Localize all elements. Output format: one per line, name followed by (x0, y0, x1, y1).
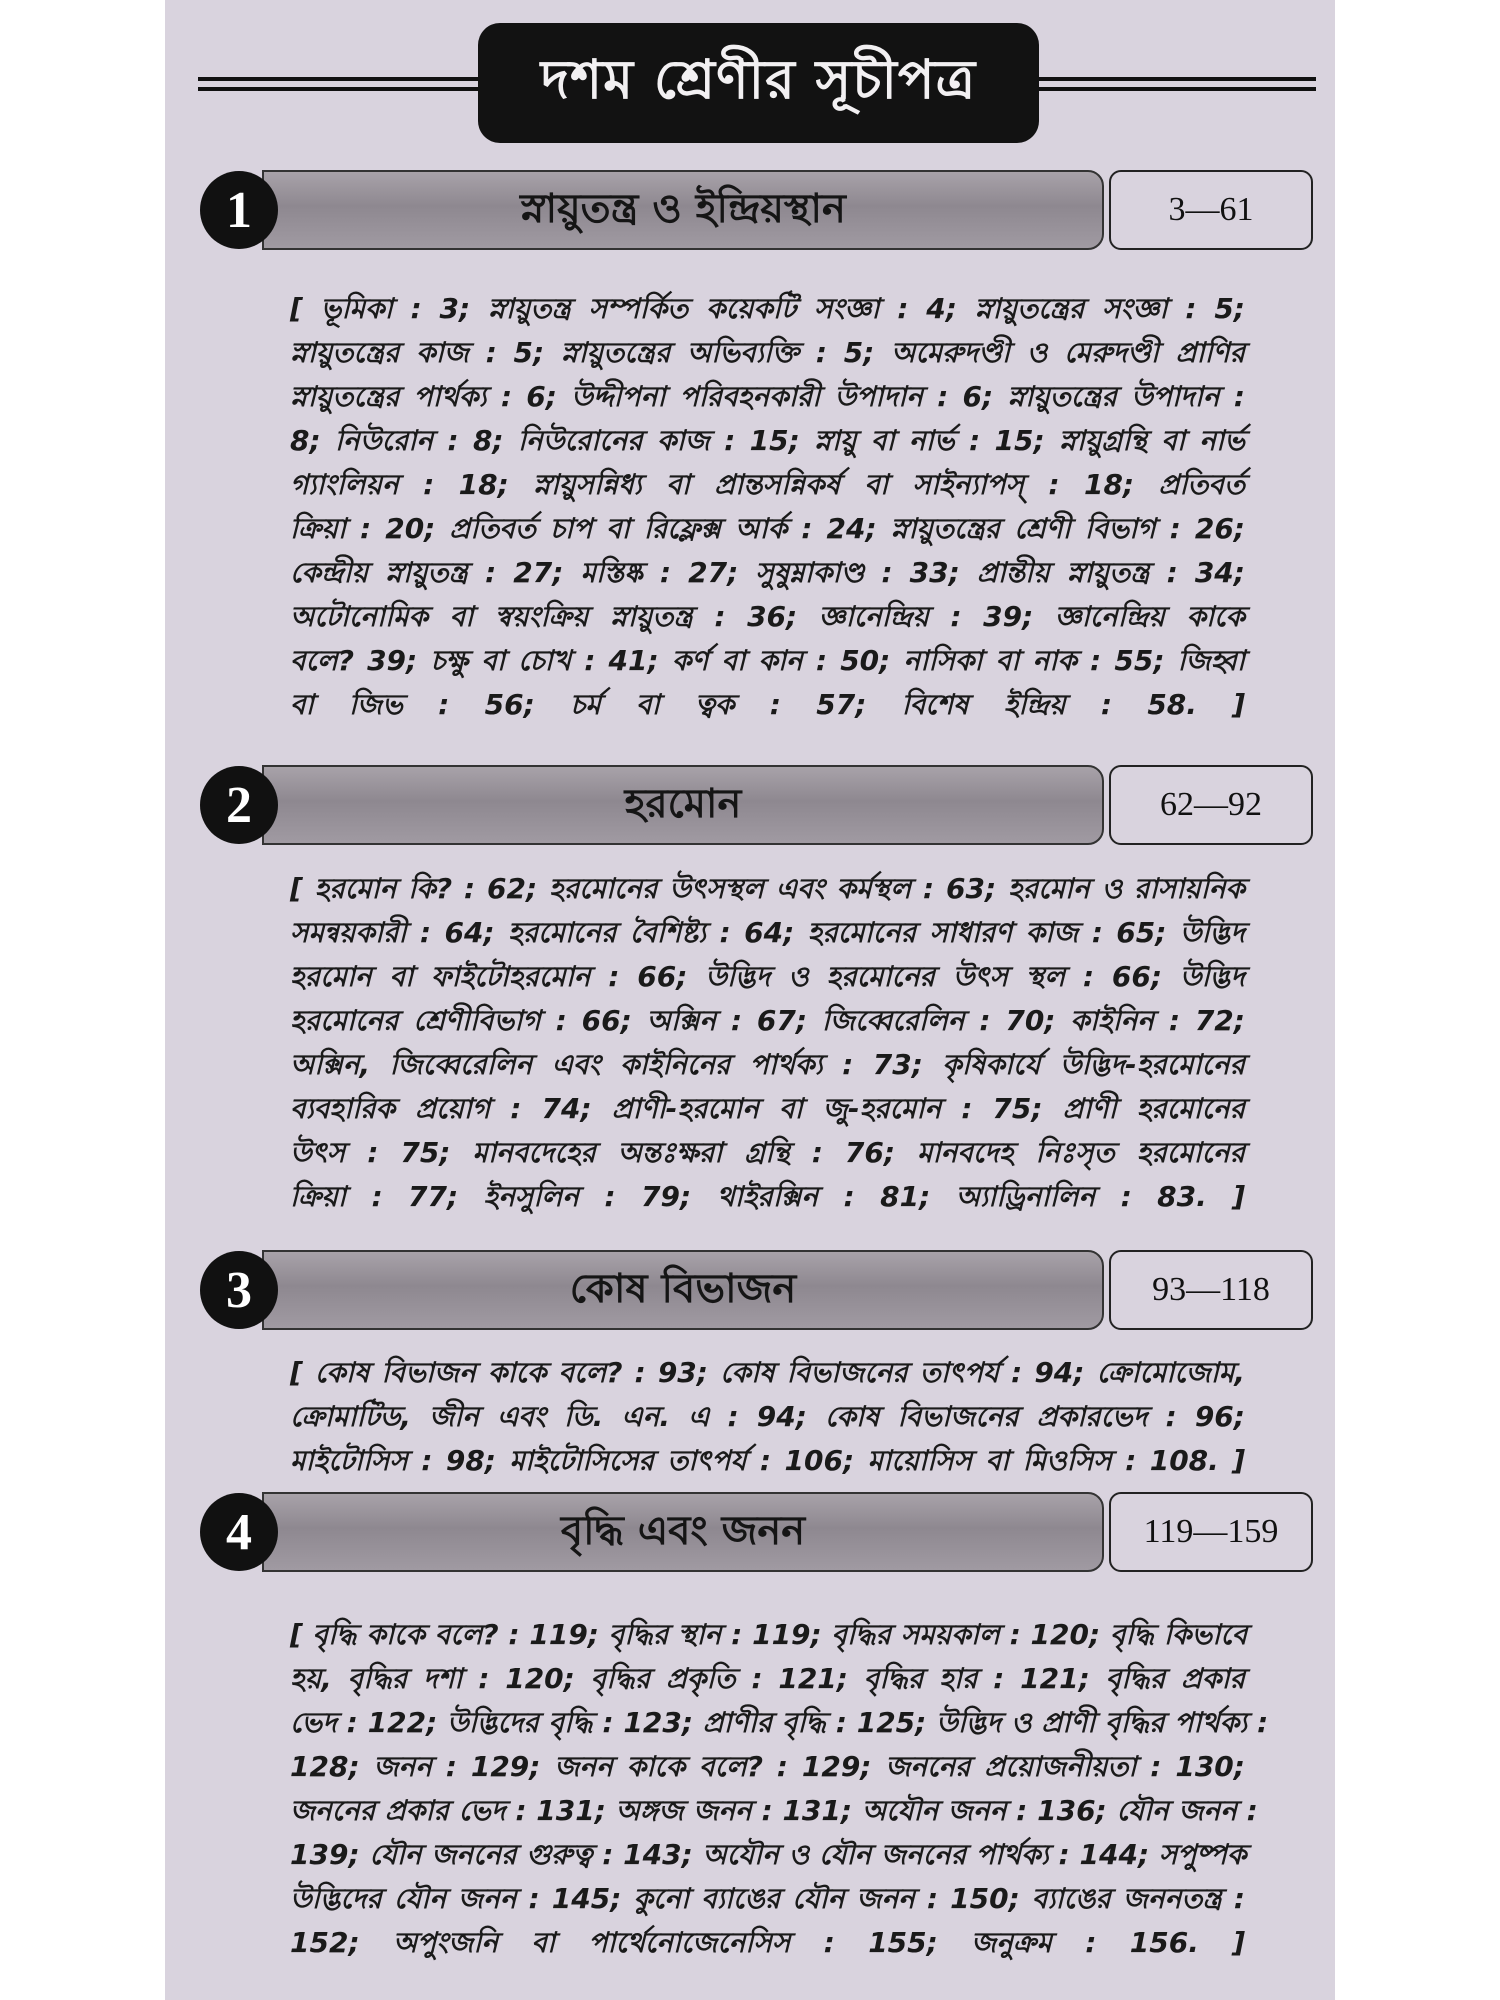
topic-line: স্নায়ুতন্ত্রের কাজ : 5; স্নায়ুতন্ত্রের অভিব্যক্তি : 5; অমেরুদণ্ডী ও মেরুদণ্ডী প্রাণির (290, 336, 1245, 369)
topic-line: 139; যৌন জননের গুরুত্ব : 143; অযৌন ও যৌন জননের পার্থক্য : 144; সপুষ্পক (290, 1838, 1247, 1871)
section-page-range: 119—159 (1109, 1492, 1313, 1572)
topic-line: হরমোন বা ফাইটোহরমোন : 66; উদ্ভিদ ও হরমোনের উৎস স্থল : 66; উদ্ভিদ (290, 960, 1245, 993)
topic-line: 8; নিউরোন : 8; নিউরোনের কাজ : 15; স্নায়ু বা নার্ভ : 15; স্নায়ুগ্রন্থি বা নার্ভ (290, 424, 1245, 457)
topic-line: [ কোষ বিভাজন কাকে বলে? : 93; কোষ বিভাজনের তাৎপর্য : 94; ক্রোমোজোম, (290, 1356, 1245, 1389)
topic-line: বলে? 39; চক্ষু বা চোখ : 41; কর্ণ বা কান : 50; নাসিকা বা নাক : 55; জিহ্বা (290, 644, 1245, 677)
topic-line: 152; অপুংজনি বা পার্থেনোজেনেসিস : 155; জনুক্রম : 156. ] (290, 1926, 1245, 1959)
section-topics (290, 287, 1245, 727)
section-number-badge: 4 (200, 1493, 278, 1571)
section-title: বৃদ্ধি এবং জনন (262, 1492, 1104, 1572)
topic-line: অটোনোমিক বা স্বয়ংক্রিয় স্নায়ুতন্ত্র : 36; জ্ঞানেন্দ্রিয় : 39; জ্ঞানেন্দ্রিয় কাকে (290, 600, 1245, 633)
topic-line: সমন্বয়কারী : 64; হরমোনের বৈশিষ্ট্য : 64; হরমোনের সাধারণ কাজ : 65; উদ্ভিদ (290, 916, 1245, 949)
section-page-range: 62—92 (1109, 765, 1313, 845)
section-page-range: 3—61 (1109, 170, 1313, 250)
topic-line: 128; জনন : 129; জনন কাকে বলে? : 129; জননের প্রয়োজনীয়তা : 130; (290, 1750, 1245, 1783)
section-number-badge: 3 (200, 1251, 278, 1329)
topic-line: [ হরমোন কি? : 62; হরমোনের উৎসস্থল এবং কর্মস্থল : 63; হরমোন ও রাসায়নিক (290, 872, 1245, 905)
section-topics (290, 1351, 1245, 1483)
topic-line: ব্যবহারিক প্রয়োগ : 74; প্রাণী-হরমোন বা জু-হরমোন : 75; প্রাণী হরমোনের (290, 1092, 1245, 1125)
topic-line: উৎস : 75; মানবদেহের অন্তঃক্ষরা গ্রন্থি : 76; মানবদেহ নিঃসৃত হরমোনের (290, 1136, 1245, 1169)
topic-line: ক্রিয়া : 20; প্রতিবর্ত চাপ বা রিফ্লেক্স আর্ক : 24; স্নায়ুতন্ত্রের শ্রেণী বিভাগ : 26; (290, 512, 1245, 545)
topic-line: অক্সিন, জিব্বেরেলিন এবং কাইনিনের পার্থক্য : 73; কৃষিকার্যে উদ্ভিদ-হরমোনের (290, 1048, 1245, 1081)
section-page-range: 93—118 (1109, 1250, 1313, 1330)
page-title: দশম শ্রেণীর সূচীপত্র (478, 23, 1039, 143)
topic-line: হয়, বৃদ্ধির দশা : 120; বৃদ্ধির প্রকৃতি : 121; বৃদ্ধির হার : 121; বৃদ্ধির প্রকার (290, 1662, 1245, 1695)
topic-line: [ ভূমিকা : 3; স্নায়ুতন্ত্র সম্পর্কিত কয়েকটি সংজ্ঞা : 4; স্নায়ুতন্ত্রের সংজ্ঞা : 5; (290, 292, 1245, 325)
topic-line: উদ্ভিদের যৌন জনন : 145; কুনো ব্যাঙের যৌন জনন : 150; ব্যাঙের জননতন্ত্র : (290, 1882, 1245, 1915)
topic-line: গ্যাংলিয়ন : 18; স্নায়ুসন্নিধ্য বা প্রান্তসন্নিকর্ষ বা সাইন্যাপস্ : 18; প্রতিবর্ত (290, 468, 1245, 501)
section-topics (290, 1613, 1269, 1965)
topic-line: স্নায়ুতন্ত্রের পার্থক্য : 6; উদ্দীপনা পরিবহনকারী উপাদান : 6; স্নায়ুতন্ত্রের উপাদান : (290, 380, 1245, 413)
section-title: স্নায়ুতন্ত্র ও ইন্দ্রিয়স্থান (262, 170, 1104, 250)
topic-line: মাইটোসিস : 98; মাইটোসিসের তাৎপর্য : 106; মায়োসিস বা মিওসিস : 108. ] (290, 1444, 1245, 1477)
section-topics (290, 867, 1245, 1219)
topic-line: ক্রোমাটিড, জীন এবং ডি. এন. এ : 94; কোষ বিভাজনের প্রকারভেদ : 96; (290, 1400, 1245, 1433)
topic-line: ক্রিয়া : 77; ইনসুলিন : 79; থাইরক্সিন : 81; অ্যাড্রিনালিন : 83. ] (290, 1180, 1245, 1213)
topic-line: ভেদ : 122; উদ্ভিদের বৃদ্ধি : 123; প্রাণীর বৃদ্ধি : 125; উদ্ভিদ ও প্রাণী বৃদ্ধির পার্থক্য : (290, 1706, 1269, 1739)
section-number-badge: 2 (200, 766, 278, 844)
section-title: হরমোন (262, 765, 1104, 845)
topic-line: [ বৃদ্ধি কাকে বলে? : 119; বৃদ্ধির স্থান : 119; বৃদ্ধির সময়কাল : 120; বৃদ্ধি কিভাবে (290, 1618, 1248, 1651)
section-number-badge: 1 (200, 171, 278, 249)
topic-line: হরমোনের শ্রেণীবিভাগ : 66; অক্সিন : 67; জিব্বেরেলিন : 70; কাইনিন : 72; (290, 1004, 1245, 1037)
topic-line: বা জিভ : 56; চর্ম বা ত্বক : 57; বিশেষ ইন্দ্রিয় : 58. ] (290, 688, 1245, 721)
topic-line: কেন্দ্রীয় স্নায়ুতন্ত্র : 27; মস্তিষ্ক : 27; সুষুম্নাকাণ্ড : 33; প্রান্তীয় স্নায়ুতন্ত্র : 34; (290, 556, 1245, 589)
section-title: কোষ বিভাজন (262, 1250, 1104, 1330)
topic-line: জননের প্রকার ভেদ : 131; অঙ্গজ জনন : 131; অযৌন জনন : 136; যৌন জনন : (290, 1794, 1258, 1827)
